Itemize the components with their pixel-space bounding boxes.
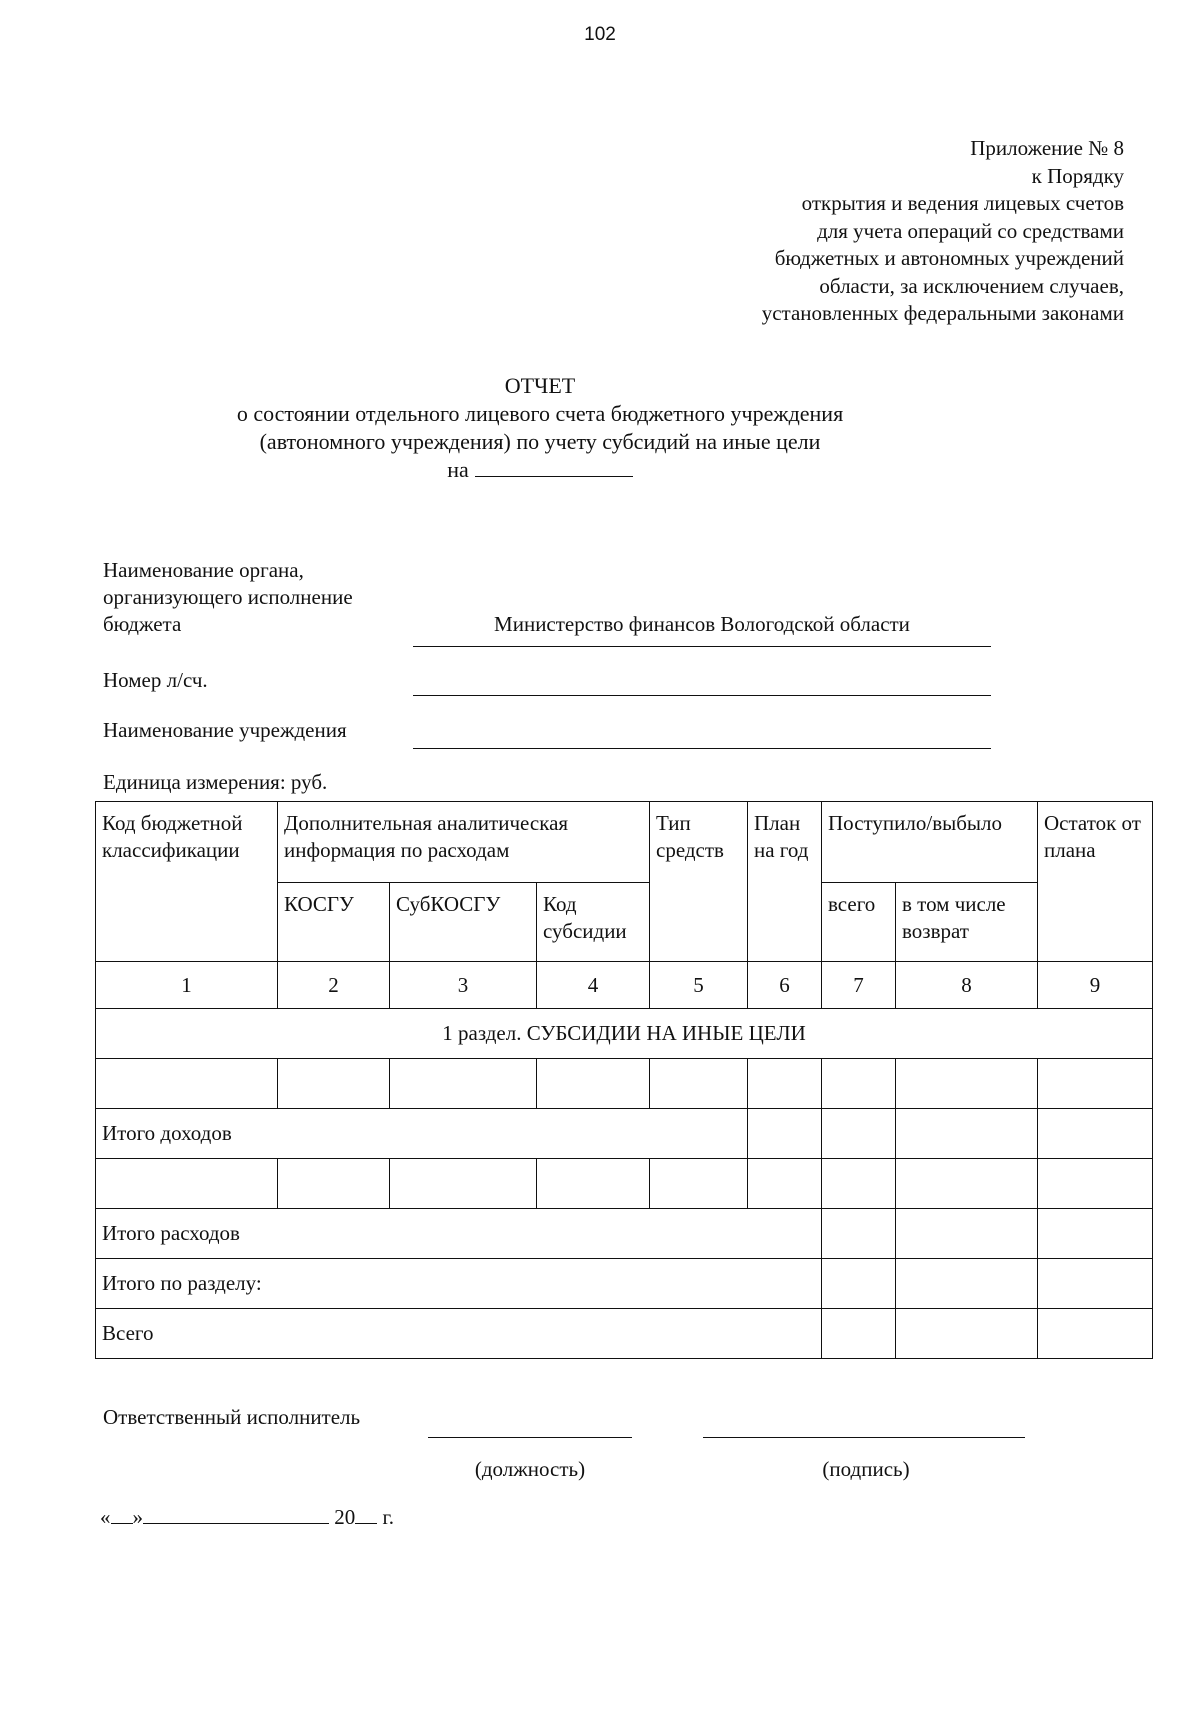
table-cell[interactable] (390, 1159, 537, 1209)
grand-total-row (96, 1309, 1153, 1359)
header-total: всего (822, 883, 896, 962)
table-cell[interactable] (650, 1059, 748, 1109)
table-cell[interactable] (1038, 1059, 1153, 1109)
table-cell[interactable] (896, 1259, 1038, 1309)
table-row (96, 1159, 1153, 1209)
header-fund-type: Тип средств (650, 802, 748, 962)
table-cell[interactable] (748, 1159, 822, 1209)
table-cell[interactable] (1038, 1309, 1153, 1359)
column-number: 7 (822, 962, 896, 1009)
section-row (96, 1009, 1153, 1059)
responsible-label: Ответственный исполнитель (103, 1405, 361, 1429)
header-plan: План на год (748, 802, 822, 962)
table-cell[interactable] (822, 1109, 896, 1159)
organ-field-line[interactable] (413, 646, 991, 647)
table-cell[interactable] (96, 1159, 278, 1209)
table-cell[interactable] (822, 1259, 896, 1309)
report-title (160, 372, 920, 484)
organ-label-line: бюджета (103, 612, 182, 636)
table-cell[interactable] (748, 1059, 822, 1109)
grand-total-label: Всего (96, 1309, 822, 1359)
institution-label: Наименование учреждения (103, 718, 347, 742)
column-number: 1 (96, 962, 278, 1009)
table-cell[interactable] (537, 1159, 650, 1209)
income-total-row (96, 1109, 1153, 1159)
table-cell[interactable] (1038, 1209, 1153, 1259)
column-number: 6 (748, 962, 822, 1009)
units-label: Единица измерения: руб. (103, 770, 328, 794)
table-cell[interactable] (896, 1059, 1038, 1109)
appendix-line: открытия и ведения лицевых счетов (801, 191, 1124, 215)
table-cell[interactable] (748, 1109, 822, 1159)
header-return: в том числе возврат (896, 883, 1038, 962)
report-date-row (160, 456, 920, 484)
organ-label-line: организующего исполнение (103, 585, 353, 609)
table-cell[interactable] (896, 1209, 1038, 1259)
day-field[interactable] (111, 1503, 133, 1524)
header-remainder: Остаток от плана (1038, 802, 1153, 962)
appendix-line: Приложение № 8 (970, 136, 1124, 160)
column-number: 2 (278, 962, 390, 1009)
appendix-line: области, за исключением случаев, (819, 273, 1124, 298)
organ-label-line: Наименование органа, (103, 558, 304, 582)
organ-label (103, 557, 353, 638)
column-number: 3 (390, 962, 537, 1009)
table-cell[interactable] (822, 1159, 896, 1209)
table-cell[interactable] (1038, 1109, 1153, 1159)
report-heading: ОТЧЕТ (504, 373, 576, 398)
account-label: Номер л/сч. (103, 668, 208, 692)
table-cell[interactable] (822, 1059, 896, 1109)
table-cell[interactable] (1038, 1159, 1153, 1209)
table-cell[interactable] (278, 1159, 390, 1209)
appendix-line: установленных федеральными законами (761, 301, 1124, 325)
table-cell[interactable] (650, 1159, 748, 1209)
column-number: 5 (650, 962, 748, 1009)
year-prefix: 20 (334, 1505, 356, 1529)
date-open-quote: « (100, 1505, 111, 1529)
expense-total-label: Итого расходов (96, 1209, 822, 1259)
header-additional-info: Дополнительная аналитическая информация по расходам (278, 802, 650, 883)
header-received: Поступило/выбыло (822, 802, 1038, 883)
report-subtitle-line-2: (автономного учреждения) по учету субсидий на иные цели (259, 429, 821, 454)
table-cell[interactable] (390, 1059, 537, 1109)
organ-value: Министерство финансов Вологодской области (494, 612, 910, 636)
section-title: 1 раздел. СУБСИДИИ НА ИНЫЕ ЦЕЛИ (96, 1009, 1153, 1059)
date-row (100, 1503, 394, 1530)
signature-caption: (подпись) (822, 1457, 910, 1481)
report-subtitle-line-1: о состоянии отдельного лицевого счета бюджетного учреждения (236, 401, 844, 426)
income-total-label: Итого доходов (96, 1109, 748, 1159)
page-number: 102 (584, 24, 616, 45)
institution-field-line[interactable] (413, 748, 991, 749)
header-subsidy-code: Код субсидии (537, 883, 650, 962)
section-total-row (96, 1259, 1153, 1309)
table-cell[interactable] (822, 1309, 896, 1359)
table-cell[interactable] (896, 1109, 1038, 1159)
table-header-row (96, 802, 1153, 883)
year-suffix: г. (382, 1505, 394, 1529)
position-caption: (должность) (474, 1457, 586, 1481)
appendix-line: для учета операций со средствами (817, 218, 1124, 243)
header-kosgu: КОСГУ (278, 883, 390, 962)
column-number-row (96, 962, 1153, 1009)
table-cell[interactable] (278, 1059, 390, 1109)
month-field[interactable] (143, 1503, 329, 1524)
report-table (95, 801, 1153, 1359)
column-number: 4 (537, 962, 650, 1009)
appendix-line: бюджетных и автономных учреждений (774, 246, 1124, 270)
year-field[interactable] (355, 1503, 377, 1524)
table-cell[interactable] (537, 1059, 650, 1109)
table-cell[interactable] (96, 1059, 278, 1109)
table-cell[interactable] (822, 1209, 896, 1259)
column-number: 8 (896, 962, 1038, 1009)
table-cell[interactable] (1038, 1259, 1153, 1309)
report-date-prefix: на (447, 457, 469, 482)
table-cell[interactable] (896, 1309, 1038, 1359)
date-close-quote: » (132, 1505, 143, 1529)
report-date-field[interactable] (475, 456, 633, 477)
appendix-block (762, 135, 1124, 328)
section-total-label: Итого по разделу: (96, 1259, 822, 1309)
account-field-line[interactable] (413, 695, 991, 696)
signature-line[interactable] (703, 1437, 1025, 1438)
expense-total-row (96, 1209, 1153, 1259)
header-budget-code: Код бюджетной классификации (96, 802, 278, 962)
table-cell[interactable] (896, 1159, 1038, 1209)
header-subkosgu: СубКОСГУ (390, 883, 537, 962)
table-row (96, 1059, 1153, 1109)
column-number: 9 (1038, 962, 1153, 1009)
position-line[interactable] (428, 1437, 632, 1438)
appendix-line: к Порядку (1031, 163, 1124, 188)
